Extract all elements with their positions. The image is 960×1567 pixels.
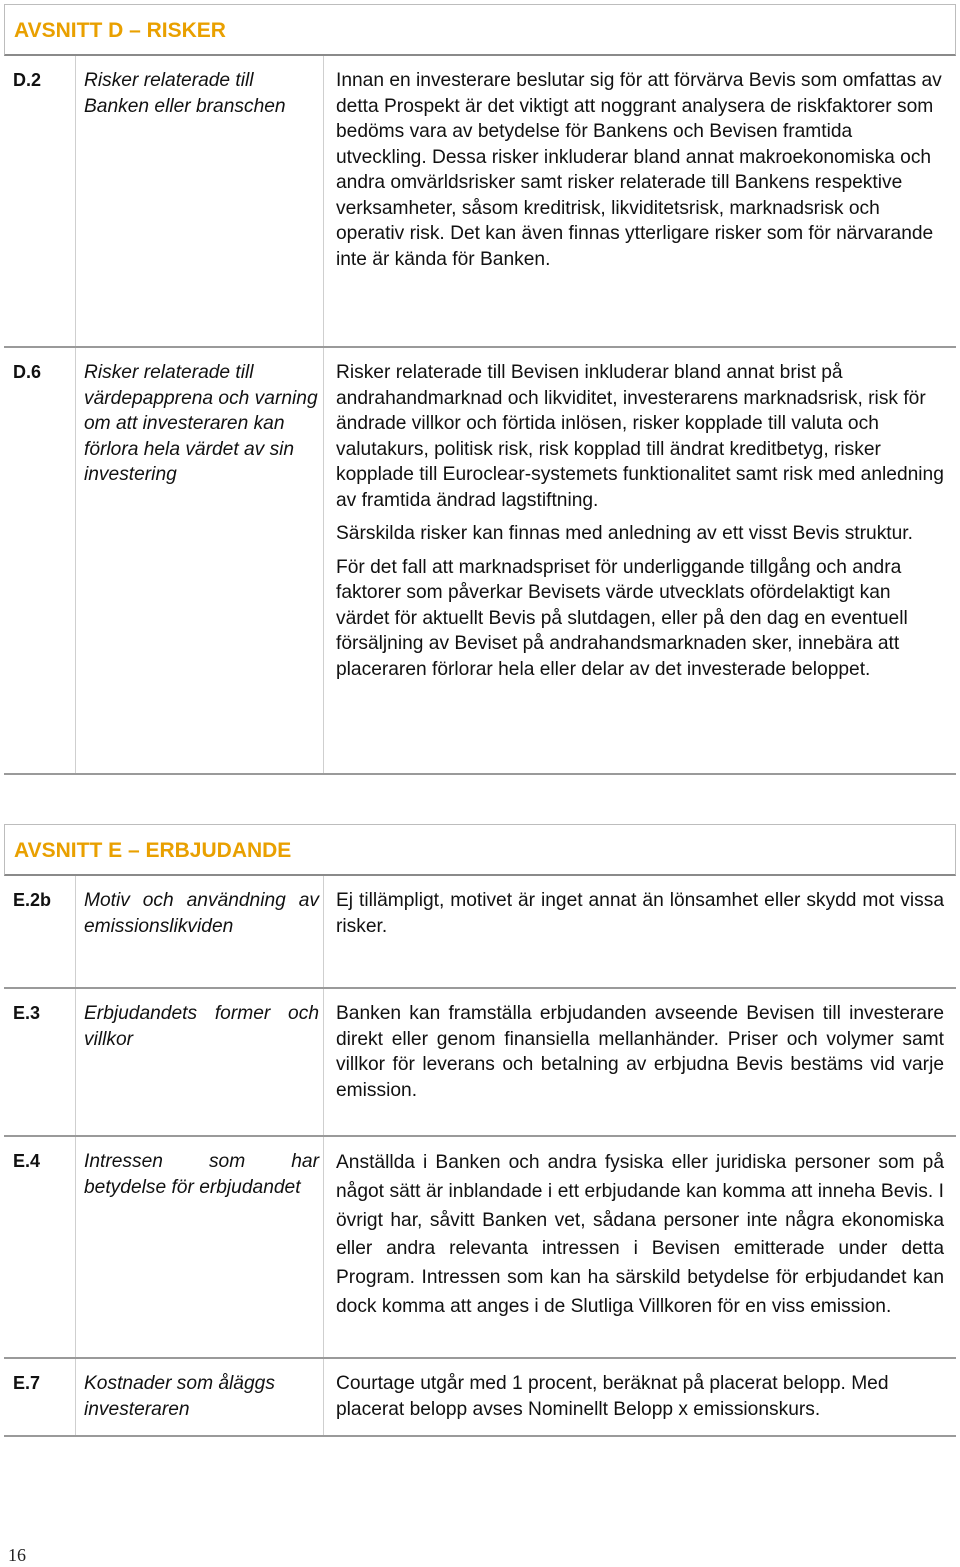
section-e-table <box>4 876 956 1437</box>
table-row <box>4 1136 956 1358</box>
row-code: E.7 <box>4 1358 76 1436</box>
row-code: E.4 <box>4 1136 76 1358</box>
row-description <box>324 1358 957 1436</box>
row-topic: Intressen som har betydelse för erbjudandet <box>76 1136 324 1358</box>
row-description <box>324 56 957 347</box>
paragraph: Banken kan framställa erbjudanden avseende Bevisen till investerare direkt eller genom finansiella mellanhänder. Priser och volymer samt villkor för leverans och betalning av erbjudna Bevis bestäms vid varje emission. <box>336 1003 944 1101</box>
row-topic: Erbjudandets former och villkor <box>76 988 324 1136</box>
table-row <box>4 56 956 347</box>
row-description <box>324 347 957 774</box>
row-code: D.6 <box>4 347 76 774</box>
paragraph: Courtage utgår med 1 procent, beräknat på placerat belopp. Med placerat belopp avses Nominellt Belopp x emissionskurs. <box>336 1373 889 1420</box>
paragraph: För det fall att marknadspriset för underliggande tillgång och andra faktorer som påverkar Bevisets värde utvecklats ofördelaktigt kan värdet för aktuellt Bevis på slutdagen, eller på den dag en eventuell försäljning av Beviset på andrahandsmarknaden sker, innebära att placeraren förlorar hela eller delar av det investerade beloppet. <box>336 556 908 680</box>
table-row <box>4 876 956 988</box>
row-description <box>324 876 957 988</box>
section-e-title: AVSNITT E – ERBJUDANDE <box>4 824 956 876</box>
paragraph: Risker relaterade till Bevisen inkluderar bland annat brist på andrahandmarknad och likviditet, investerarens marknadsrisk, risk för ändrade villkor och förtida inlösen, risker kopplade till valuta och valutakurs, politisk risk, risk kopplad till ändrat kreditbetyg, risker kopplade till Euroclear-systemets funktionalitet samt risk med anledning av framtida ändrad lagstiftning. <box>336 362 944 511</box>
row-topic: Kostnader som åläggs investeraren <box>76 1358 324 1436</box>
section-d-table <box>4 56 956 775</box>
row-code: D.2 <box>4 56 76 347</box>
row-code: E.2b <box>4 876 76 988</box>
table-row <box>4 1358 956 1436</box>
page-number: 16 <box>8 1545 26 1565</box>
paragraph: Innan en investerare beslutar sig för att förvärva Bevis som omfattas av detta Prospekt är det viktigt att noggrant analysera de riskfaktorer som bedöms vara av betydelse för Bankens och Bevisen framtida utveckling. Dessa risker inkluderar bland annat makroekonomiska och andra omvärldsrisker samt risker relaterade till Bankens respektive verksamheter, såsom kreditrisk, likviditetsrisk, marknadsrisk och operativ risk. Det kan även finnas ytterligare risker som för närvarande inte är kända för Banken. <box>336 70 942 270</box>
table-row <box>4 988 956 1136</box>
paragraph: Ej tillämpligt, motivet är inget annat än lönsamhet eller skydd mot vissa risker. <box>336 890 944 937</box>
row-topic: Risker relaterade till värdepapprena och varning om att investeraren kan förlora hela värdet av sin investering <box>76 347 324 774</box>
row-code: E.3 <box>4 988 76 1136</box>
section-d-title: AVSNITT D – RISKER <box>4 4 956 56</box>
row-description <box>324 1136 957 1358</box>
table-row <box>4 347 956 774</box>
paragraph: Anställda i Banken och andra fysiska eller juridiska personer som på något sätt är inblandade i ett erbjudande kan komma att inneha Bevis. I övrigt har, såvitt Banken vet, sådana personer inte några ekonomiska eller andra relevanta intressen i Bevisen emitterade under detta Program. Intressen som kan ha särskild betydelse för erbjudandet kan dock komma att anges i de Slutliga Villkoren för en viss emission. <box>336 1152 944 1317</box>
paragraph: Särskilda risker kan finnas med anledning av ett visst Bevis struktur. <box>336 523 913 544</box>
row-description <box>324 988 957 1136</box>
row-topic: Motiv och användning av emissionslikviden <box>76 876 324 988</box>
row-topic: Risker relaterade till Banken eller branschen <box>76 56 324 347</box>
